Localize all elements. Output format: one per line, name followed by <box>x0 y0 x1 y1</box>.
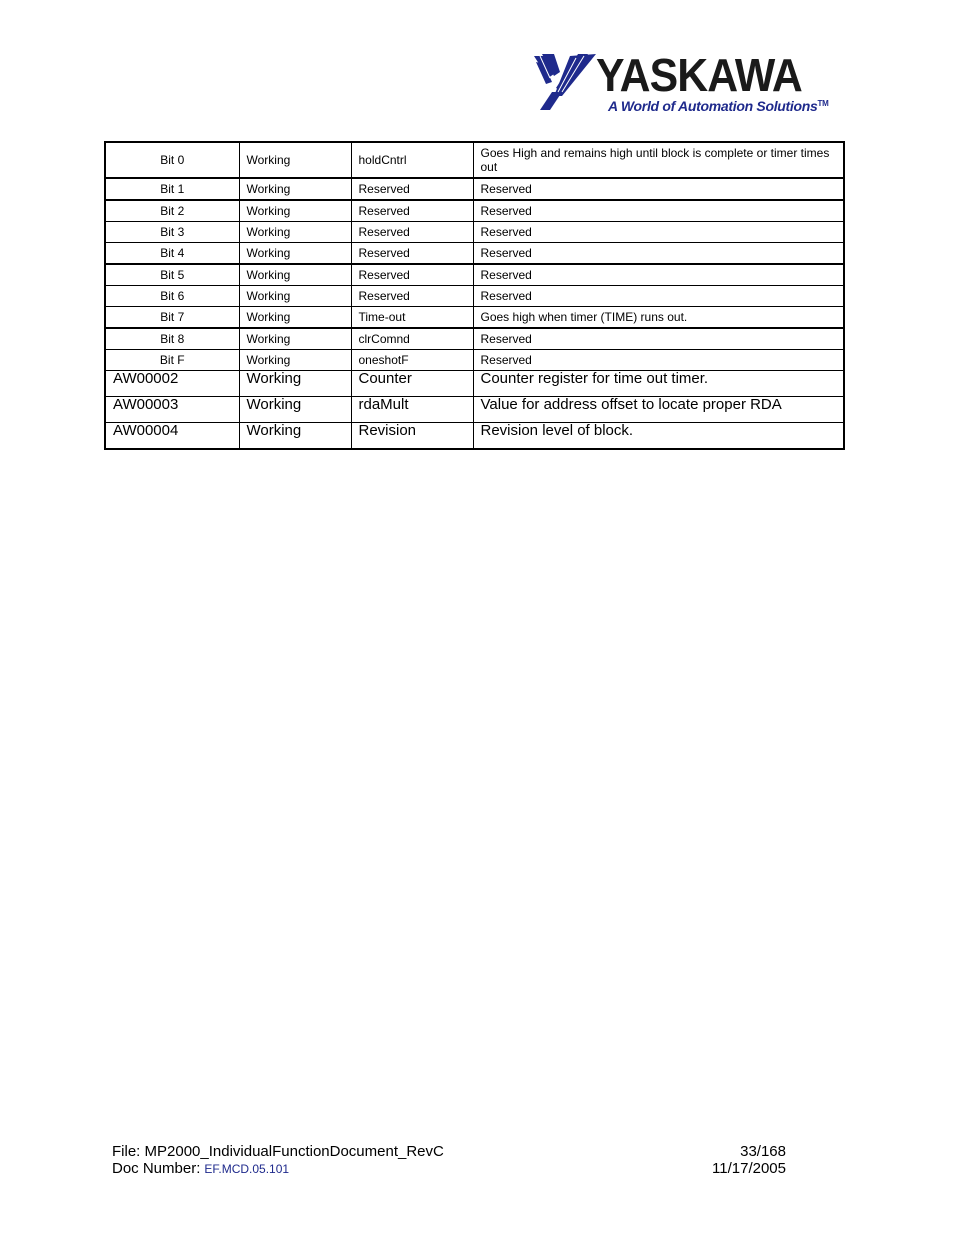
register-cell: Bit 4 <box>105 243 239 265</box>
table-row <box>105 222 844 243</box>
register-cell: AW00002 <box>105 371 239 397</box>
table-row <box>105 243 844 265</box>
register-table <box>104 141 845 450</box>
type-cell: Working <box>239 371 351 397</box>
type-cell: Working <box>239 350 351 371</box>
type-cell: Working <box>239 423 351 450</box>
register-cell: Bit 1 <box>105 178 239 200</box>
register-cell: AW00004 <box>105 423 239 450</box>
register-cell: Bit 3 <box>105 222 239 243</box>
page-number: 33/168 <box>740 1143 786 1160</box>
description-cell: Reserved <box>473 200 844 222</box>
description-cell: Reserved <box>473 178 844 200</box>
register-cell: Bit 0 <box>105 142 239 178</box>
name-cell: Reserved <box>351 286 473 307</box>
table-row <box>105 286 844 307</box>
type-cell: Working <box>239 243 351 265</box>
type-cell: Working <box>239 178 351 200</box>
name-cell: Revision <box>351 423 473 450</box>
table-row <box>105 178 844 200</box>
brand-name: YASKAWA <box>596 49 802 101</box>
register-cell: Bit F <box>105 350 239 371</box>
type-cell: Working <box>239 307 351 329</box>
description-cell: Value for address offset to locate proper RDA <box>473 397 844 423</box>
register-cell: Bit 7 <box>105 307 239 329</box>
type-cell: Working <box>239 397 351 423</box>
type-cell: Working <box>239 222 351 243</box>
name-cell: clrComnd <box>351 328 473 350</box>
name-cell: Time-out <box>351 307 473 329</box>
description-cell: Counter register for time out timer. <box>473 371 844 397</box>
name-cell: Reserved <box>351 178 473 200</box>
table-row <box>105 307 844 329</box>
name-cell: Reserved <box>351 222 473 243</box>
doc-number-line <box>112 1160 289 1178</box>
name-cell: Counter <box>351 371 473 397</box>
description-cell: Reserved <box>473 286 844 307</box>
table-row <box>105 328 844 350</box>
description-cell: Reserved <box>473 328 844 350</box>
type-cell: Working <box>239 200 351 222</box>
type-cell: Working <box>239 328 351 350</box>
description-cell: Reserved <box>473 350 844 371</box>
file-name: File: MP2000_IndividualFunctionDocument_RevC <box>112 1143 444 1160</box>
description-cell: Goes High and remains high until block is complete or timer times out <box>473 142 844 178</box>
page-footer <box>112 1143 786 1178</box>
name-cell: oneshotF <box>351 350 473 371</box>
name-cell: holdCntrl <box>351 142 473 178</box>
register-cell: Bit 5 <box>105 264 239 286</box>
doc-date: 11/17/2005 <box>712 1160 786 1177</box>
description-cell: Reserved <box>473 222 844 243</box>
register-cell: Bit 8 <box>105 328 239 350</box>
doc-number: EF.MCD.05.101 <box>204 1162 290 1176</box>
name-cell: Reserved <box>351 200 473 222</box>
type-cell: Working <box>239 264 351 286</box>
type-cell: Working <box>239 286 351 307</box>
name-cell: Reserved <box>351 243 473 265</box>
table-row <box>105 200 844 222</box>
table-row <box>105 142 844 178</box>
table-row <box>105 371 844 397</box>
description-cell: Goes high when timer (TIME) runs out. <box>473 307 844 329</box>
yaskawa-mark-icon <box>532 52 598 112</box>
table-row <box>105 350 844 371</box>
description-cell: Reserved <box>473 264 844 286</box>
table-row <box>105 264 844 286</box>
name-cell: Reserved <box>351 264 473 286</box>
description-cell: Reserved <box>473 243 844 265</box>
brand-tagline: A World of Automation Solutions™ <box>608 98 829 114</box>
description-cell: Revision level of block. <box>473 423 844 450</box>
register-cell: Bit 6 <box>105 286 239 307</box>
yaskawa-logo <box>532 49 829 116</box>
name-cell: rdaMult <box>351 397 473 423</box>
trademark: TM <box>817 99 829 108</box>
type-cell: Working <box>239 142 351 178</box>
register-cell: AW00003 <box>105 397 239 423</box>
register-cell: Bit 2 <box>105 200 239 222</box>
table-row <box>105 397 844 423</box>
table-row <box>105 423 844 450</box>
doc-number-label: Doc Number: <box>112 1160 201 1177</box>
